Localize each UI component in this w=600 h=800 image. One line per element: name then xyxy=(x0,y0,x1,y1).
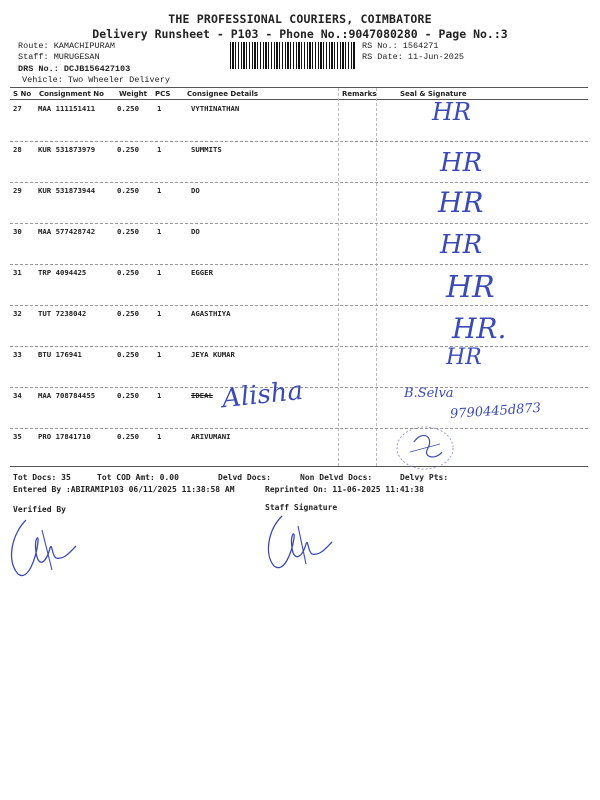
row-pcs: 1 xyxy=(157,186,162,195)
route-label: Route: KAMACHIPURAM xyxy=(18,41,115,51)
seal-divider xyxy=(376,88,377,466)
handwritten-phone: 9790445d873 xyxy=(449,400,542,423)
seal-stamp xyxy=(392,422,458,474)
row-consignment: TRP 4094425 xyxy=(38,268,87,277)
col-header-remarks: Remarks xyxy=(342,90,377,98)
verifier-signature xyxy=(6,512,86,584)
entered-by: Entered By :ABIRAMIP103 06/11/2025 11:38:58 AM xyxy=(13,485,235,494)
row-sno: 28 xyxy=(13,145,22,154)
row-divider xyxy=(10,182,588,183)
col-header-pcs: PCS xyxy=(155,90,171,98)
staff-signature xyxy=(262,510,342,576)
row-consignment: MAA 708784455 xyxy=(38,391,96,400)
row-divider xyxy=(10,305,588,306)
drs-number: DRS No.: DCJB156427103 xyxy=(18,64,131,74)
barcode xyxy=(230,42,355,69)
row-pcs: 1 xyxy=(157,432,162,441)
row-signature: HR. xyxy=(452,312,507,345)
verified-by-label: Verified By xyxy=(13,505,66,514)
row-consignment: KUR 531873944 xyxy=(38,186,96,195)
row-weight: 0.250 xyxy=(117,104,139,113)
row-weight: 0.250 xyxy=(117,309,139,318)
col-header-seal: Seal & Signature xyxy=(400,90,467,98)
row-divider xyxy=(10,141,588,142)
row-signature: HR xyxy=(446,270,495,305)
remarks-divider xyxy=(338,88,339,466)
row-pcs: 1 xyxy=(157,145,162,154)
row-consignment: BTU 176941 xyxy=(38,350,82,359)
table-top-rule xyxy=(10,87,588,88)
rs-date: RS Date: 11-Jun-2025 xyxy=(362,52,465,62)
row-weight: 0.250 xyxy=(117,391,139,400)
delivery-points: Delvy Pts: xyxy=(400,473,449,482)
row-divider xyxy=(10,223,588,224)
row-pcs: 1 xyxy=(157,104,162,113)
row-consignee: IDEAL xyxy=(191,391,213,400)
row-divider xyxy=(10,264,588,265)
row-pcs: 1 xyxy=(157,309,162,318)
table-header-rule xyxy=(10,99,588,100)
row-consignee: DO xyxy=(191,186,200,195)
col-header-weight: Weight xyxy=(119,90,147,98)
row-consignee: DO xyxy=(191,227,200,236)
row-signature: HR xyxy=(440,148,483,178)
row-consignee: JEYA KUMAR xyxy=(191,350,235,359)
row-weight: 0.250 xyxy=(117,145,139,154)
staff-signature-label: Staff Signature xyxy=(265,503,338,512)
row-sno: 31 xyxy=(13,268,22,277)
row-signature: B.Selva xyxy=(404,386,454,401)
row-signature: HR xyxy=(438,186,484,219)
row-consignment: PRO 17841710 xyxy=(38,432,91,441)
row-sno: 33 xyxy=(13,350,22,359)
table-bottom-rule xyxy=(10,466,588,467)
col-header-consignment: Consignment No xyxy=(39,90,104,98)
row-consignee: ARIVUMANI xyxy=(191,432,231,441)
row-pcs: 1 xyxy=(157,268,162,277)
delivered-docs: Delvd Docs: xyxy=(218,473,271,482)
row-consignment: KUR 531873979 xyxy=(38,145,96,154)
row-consignee: VYTHINATHAN xyxy=(191,104,240,113)
staff-label: Staff: MURUGESAN xyxy=(18,52,100,62)
row-pcs: 1 xyxy=(157,350,162,359)
handwritten-name: Alisha xyxy=(220,375,305,415)
row-divider xyxy=(10,428,588,429)
row-consignment: MAA 577428742 xyxy=(38,227,96,236)
row-weight: 0.250 xyxy=(117,186,139,195)
row-pcs: 1 xyxy=(157,227,162,236)
total-docs: Tot Docs: 35 xyxy=(13,473,71,482)
row-pcs: 1 xyxy=(157,391,162,400)
rs-number: RS No.: 1564271 xyxy=(362,41,439,51)
row-weight: 0.250 xyxy=(117,268,139,277)
row-sno: 27 xyxy=(13,104,22,113)
row-sno: 35 xyxy=(13,432,22,441)
row-weight: 0.250 xyxy=(117,432,139,441)
vehicle-label: Vehicle: Two Wheeler Delivery xyxy=(22,75,170,85)
row-consignee: AGASTHIYA xyxy=(191,309,231,318)
row-signature: HR xyxy=(446,345,482,370)
row-weight: 0.250 xyxy=(117,350,139,359)
row-consignee: SUMMITS xyxy=(191,145,222,154)
non-delivered-docs: Non Delvd Docs: xyxy=(300,473,373,482)
row-sno: 29 xyxy=(13,186,22,195)
reprinted-on: Reprinted On: 11-06-2025 11:41:38 xyxy=(265,485,424,494)
col-header-consignee: Consignee Details xyxy=(187,90,259,98)
row-consignment: MAA 111151411 xyxy=(38,104,96,113)
company-name: THE PROFESSIONAL COURIERS, COIMBATORE xyxy=(168,12,432,26)
row-sno: 32 xyxy=(13,309,22,318)
row-signature: HR xyxy=(432,98,471,126)
row-divider xyxy=(10,346,588,347)
row-signature: HR xyxy=(440,230,483,260)
row-sno: 30 xyxy=(13,227,22,236)
row-consignment: TUT 7238042 xyxy=(38,309,87,318)
total-cod: Tot COD Amt: 0.00 xyxy=(97,473,179,482)
col-header-sno: S No xyxy=(13,90,32,98)
row-sno: 34 xyxy=(13,391,22,400)
runsheet-title: Delivery Runsheet - P103 - Phone No.:9047080280 - Page No.:3 xyxy=(92,27,508,41)
row-consignee: EGGER xyxy=(191,268,213,277)
row-weight: 0.250 xyxy=(117,227,139,236)
